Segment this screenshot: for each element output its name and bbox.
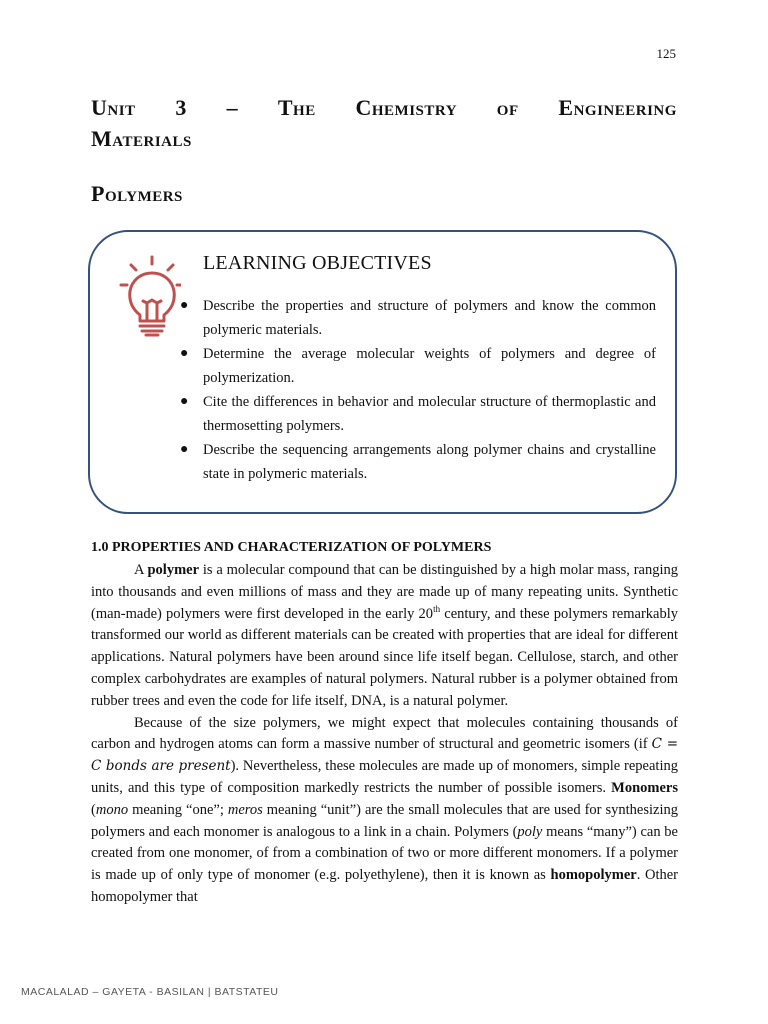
objective-item: ● Describe the sequencing arrangements along polymer chains and crystalline state in polymeric materials. <box>180 438 656 486</box>
unit-title <box>91 92 677 154</box>
section-title: Polymers <box>91 181 183 206</box>
unit-title-word: Engineering <box>558 95 677 120</box>
unit-title-word: 3 <box>175 95 187 120</box>
unit-title-line-1 <box>91 92 677 123</box>
bullet-icon: ● <box>180 442 189 457</box>
learning-objectives-heading: LEARNING OBJECTIVES <box>203 252 432 274</box>
paragraph-2: Because of the size polymers, we might expect that molecules containing thousands of carbon and hydrogen atoms can form a massive number of structural and geometric isomers (if C = C bonds are present). Nevertheless, these molecules are made up of monomers, simple repeating units, and this type of composition markedly restricts the number of possible isomers. Monomers (mono meaning “one”; meros meaning “unit”) are the small molecules that are used for synthesizing polymers and each monomer is analogous to a link in a chain. Polymers (poly means “many”) can be created from one monomer, of from a combination of two or more different monomers. If a polymer is made up of only type of monomer (e.g. polyethylene), then it is known as homopolymer. Other homopolymer that <box>91 714 679 905</box>
unit-title-word: Chemistry <box>355 95 458 120</box>
bullet-icon: ● <box>180 394 189 409</box>
unit-title-word: of <box>496 95 519 120</box>
body-text <box>91 560 678 909</box>
unit-title-word: Unit <box>91 95 136 120</box>
page-footer: MACALALAD – GAYETA - BASILAN | BATSTATEU <box>21 986 279 998</box>
objective-item: ● Cite the differences in behavior and molecular structure of thermoplastic and thermosetting polymers. <box>180 390 656 438</box>
bullet-icon: ● <box>180 298 189 313</box>
term-homopolymer: homopolymer <box>550 867 637 884</box>
unit-title-word: The <box>277 95 316 120</box>
paragraph-1: A polymer is a molecular compound that can be distinguished by a high molar mass, ranging into thousands and even millions of mass and they are made up of many repeating units. Synthetic (man-made) polymers were first developed in the early 20th century, and these polymers remarkably transformed our world as different materials can be created with properties that are ideal for different applications. Natural polymers have been around since life itself began. Cellulose, starch, and other complex carbohydrates are examples of natural polymers. Natural rubber is a polymer obtained from rubber trees and even the code for life itself, DNA, is a natural polymer. <box>91 562 678 709</box>
math-expression: C = C bonds are present <box>91 736 679 775</box>
objective-item: ● Determine the average molecular weights of polymers and degree of polymerization. <box>180 342 656 390</box>
subsection-title: 1.0 PROPERTIES AND CHARACTERIZATION OF POLYMERS <box>91 540 492 555</box>
objective-item: ● Describe the properties and structure of polymers and know the common polymeric materials. <box>180 294 656 342</box>
unit-title-word: – <box>226 95 239 120</box>
unit-title-line-2: Materials <box>91 126 192 151</box>
page-number: 125 <box>656 46 676 61</box>
bullet-icon: ● <box>180 346 189 361</box>
term-monomers: Monomers <box>611 779 678 796</box>
learning-objectives-list <box>180 294 656 486</box>
lightbulb-icon <box>115 255 181 345</box>
term-polymer: polymer <box>147 562 200 578</box>
